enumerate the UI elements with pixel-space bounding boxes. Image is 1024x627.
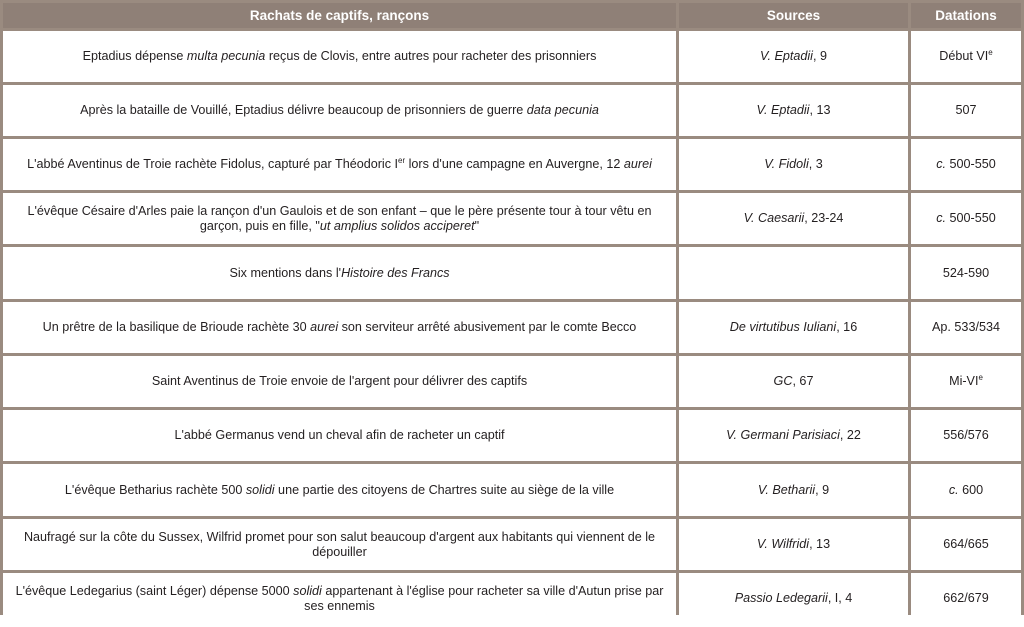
source-cell (679, 139, 908, 190)
table-row (3, 464, 1021, 516)
cell-text-run: V. Caesarii (743, 211, 805, 225)
cell-text-run: e (978, 373, 983, 382)
cell-text-run: une partie des citoyens de Chartres suite au siège de la ville (274, 482, 615, 497)
cell-text-run: c. (936, 211, 947, 225)
cell-text-run: V. Eptadii (756, 103, 810, 117)
cell-text-run: data pecunia (526, 103, 599, 117)
table-row (3, 302, 1021, 353)
cell-text-run: , 13 (809, 537, 831, 551)
cell-text-run: multa pecunia (186, 49, 266, 63)
source-cell (679, 464, 908, 516)
cell-text-run: 664/665 (943, 537, 989, 551)
cell-text-run: 600 (958, 482, 984, 497)
event-cell (3, 247, 676, 299)
cell-text-run: De virtutibus Iuliani (729, 320, 837, 334)
cell-text-run: L'abbé Aventinus de Troie rachète Fidolus, capturé par Théodoric I (27, 157, 398, 171)
event-cell (3, 139, 676, 190)
event-cell (3, 31, 676, 82)
cell-text-run: L'évêque Césaire d'Arles paie la rançon d'un Gaulois et de son enfant – que le père présente tour à tour vêtu en garçon, puis en fille, " (27, 203, 652, 233)
source-cell (679, 410, 908, 461)
cell-text-run: GC (773, 374, 793, 388)
date-cell (911, 573, 1021, 624)
cell-text-run: , 3 (808, 157, 823, 171)
source-cell (679, 519, 908, 570)
cell-text-run: 507 (955, 103, 977, 117)
cell-text-run: , 13 (809, 103, 831, 117)
cell-text-run: appartenant à l'église pour racheter sa ville d'Autun prise par ses ennemis (304, 583, 664, 613)
table-row (3, 193, 1021, 244)
cell-text-run: V. Wilfridi (756, 537, 810, 551)
header-sources: Sources (679, 3, 908, 28)
cell-text-run: Saint Aventinus de Troie envoie de l'argent pour délivrer des captifs (151, 374, 528, 388)
cell-text-run: lors d'une campagne en Auvergne, 12 (405, 157, 624, 171)
date-cell (911, 519, 1021, 570)
event-cell (3, 410, 676, 461)
cell-text-run: Eptadius dépense (82, 49, 187, 63)
cell-text-run: c. (948, 482, 959, 497)
cell-text-run: L'évêque Betharius rachète 500 (64, 482, 246, 497)
source-cell (679, 85, 908, 136)
cell-text-run: 500-550 (946, 211, 996, 225)
cell-text-run: , 67 (792, 374, 814, 388)
cell-text-run: , 16 (836, 320, 858, 334)
cell-text-run: V. Germani Parisiaci (726, 428, 840, 442)
event-cell (3, 519, 676, 570)
source-cell (679, 193, 908, 244)
table-row (3, 247, 1021, 299)
date-cell (911, 193, 1021, 244)
cell-text-run: V. Eptadii (760, 49, 813, 63)
cell-text-run: V. Betharii (757, 482, 816, 497)
cell-text-run: , 9 (815, 482, 830, 497)
source-cell (679, 302, 908, 353)
table-row (3, 85, 1021, 136)
cell-text-run: Naufragé sur la côte du Sussex, Wilfrid promet pour son salut beaucoup d'argent aux habitants qui viennent de le dépouiller (23, 529, 656, 559)
cell-text-run: ut amplius solidos acciperet (319, 218, 475, 233)
date-cell (911, 139, 1021, 190)
cell-text-run: c. (936, 157, 947, 171)
cell-text-run: L'abbé Germanus vend un cheval afin de racheter un captif (174, 428, 505, 442)
cell-text-run: er (398, 156, 406, 165)
cell-text-run: , 22 (839, 428, 861, 442)
table-row (3, 356, 1021, 407)
cell-text-run: Passio Ledegarii (734, 591, 828, 605)
cell-text-run: " (474, 218, 480, 233)
table-body (3, 31, 1021, 624)
cell-text-run: Histoire des Francs (341, 265, 450, 280)
header-dates: Datations (911, 3, 1021, 28)
cell-text-run: Mi-VI (949, 374, 979, 388)
cell-text-run: aurei (310, 320, 339, 334)
event-cell (3, 193, 676, 244)
date-cell (911, 247, 1021, 299)
cell-text-run: 662/679 (943, 591, 989, 605)
cell-text-run: 524-590 (942, 265, 990, 280)
cell-text-run: reçus de Clovis, entre autres pour racheter des prisonniers (265, 49, 597, 63)
cell-text-run: L'évêque Ledegarius (saint Léger) dépense 5000 (15, 583, 294, 598)
date-cell (911, 302, 1021, 353)
cell-text-run: e (988, 48, 993, 57)
table-row (3, 573, 1021, 624)
cell-text-run: Ap. 533/534 (932, 320, 1000, 334)
cell-text-run: solidi (293, 583, 322, 598)
cell-text-run: , 23-24 (804, 211, 844, 225)
header-event: Rachats de captifs, rançons (3, 3, 676, 28)
date-cell (911, 85, 1021, 136)
source-cell (679, 356, 908, 407)
event-cell (3, 464, 676, 516)
cell-text-run: son serviteur arrêté abusivement par le comte Becco (338, 320, 637, 334)
cell-text-run: aurei (623, 157, 652, 171)
cell-text-run: solidi (245, 482, 275, 497)
cell-text-run: Six mentions dans l' (229, 265, 342, 280)
cell-text-run: , I, 4 (827, 591, 853, 605)
table-row (3, 139, 1021, 190)
cell-text-run: Un prêtre de la basilique de Brioude rachète 30 (42, 320, 311, 334)
table-row (3, 31, 1021, 82)
table-row (3, 410, 1021, 461)
cell-text-run: 556/576 (943, 428, 989, 442)
cell-text-run: Début VI (939, 49, 989, 63)
source-cell (679, 573, 908, 624)
cell-text-run: V. Fidoli (764, 157, 809, 171)
cell-text-run: Après la bataille de Vouillé, Eptadius délivre beaucoup de prisonniers de guerre (80, 103, 527, 117)
event-cell (3, 573, 676, 624)
date-cell (911, 31, 1021, 82)
cell-text-run: 500-550 (946, 157, 996, 171)
event-cell (3, 302, 676, 353)
date-cell (911, 356, 1021, 407)
date-cell (911, 464, 1021, 516)
date-cell (911, 410, 1021, 461)
cell-text-run: , 9 (812, 49, 827, 63)
table-header-row (3, 3, 1021, 28)
event-cell (3, 356, 676, 407)
source-cell (679, 247, 908, 299)
source-cell (679, 31, 908, 82)
table-row (3, 519, 1021, 570)
event-cell (3, 85, 676, 136)
